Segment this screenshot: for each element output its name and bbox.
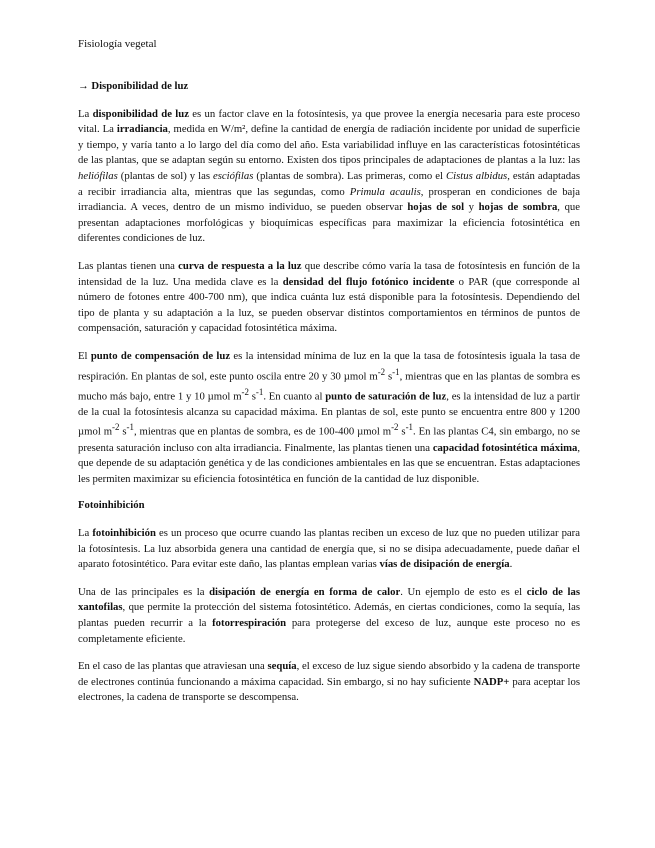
- arrow-icon: →: [78, 80, 89, 92]
- section-heading-light-availability: [78, 79, 580, 95]
- bold-term: densidad del flujo fotónico incidente: [282, 275, 455, 288]
- italic-term: Cistus albidus: [446, 169, 508, 182]
- paragraph-light-response-curve: Las plantas tienen una curva de respuesta a la luz que describe cómo varía la tasa de fotosíntesis en función de la intensidad de la luz. Una medida clave es la densidad del flujo fotónico incidente o PAR (que corresponde al número de fotones entre 400-700 nm), que indica cuánta luz está disponible para la fotosíntesis. Dependiendo del tipo de planta y su adaptación a la luz, se pueden observar distintos comportamientos en términos de puntos de compensación, saturación y capacidad fotosintética máxima.: [78, 259, 581, 335]
- italic-term: Primula acaulis: [349, 185, 421, 198]
- bold-term: fotorrespiración: [212, 616, 287, 629]
- bold-term: punto de saturación de luz: [325, 390, 447, 403]
- paragraph-photoinhibition: La fotoinhibición es un proceso que ocurre cuando las plantas reciben un exceso de luz que no pueden utilizar para la fotosíntesis. La luz absorbida genera una cantidad de energía que, si no se disipa adecuadamente, puede dañar el aparato fotosintético. Para evitar este daño, las plantas emplean varias vías de disipación de energía.: [78, 526, 580, 571]
- paragraph-heat-dissipation: Una de las principales es la disipación de energía en forma de calor. Un ejemplo de esto es el ciclo de las xantofilas, que permite la protección del sistema fotosintético. Además, en ciertas condiciones, como la sequía, las plantas pueden recurrir a la fotorrespiración para protegerse del exceso de luz, aunque este proceso no es completamente eficiente.: [78, 585, 580, 645]
- document-body: [78, 79, 580, 718]
- bold-term: irradiancia: [116, 123, 168, 136]
- page-header: Fisiología vegetal: [78, 38, 157, 50]
- italic-term: esciófilas: [213, 169, 254, 182]
- bold-term: sequía: [267, 660, 297, 673]
- italic-term: heliófilas: [78, 169, 118, 182]
- bold-term: vías de disipación de energía: [379, 558, 510, 571]
- bold-term: fotoinhibición: [92, 526, 156, 539]
- section-heading-photoinhibition: Fotoinhibición: [78, 499, 145, 512]
- bold-term: disponibilidad de luz: [92, 107, 189, 120]
- paragraph-drought: En el caso de las plantas que atraviesan una sequía, el exceso de luz sigue siendo absorbido y la cadena de transporte de electrones continúa funcionando a máxima capacidad. Sin embargo, si no hay suficiente NADP+ para aceptar los electrones, la cadena de transporte se descompensa.: [78, 660, 581, 704]
- bold-term: punto de compensación de luz: [90, 349, 231, 362]
- bold-term: ciclo de las xantofilas: [78, 585, 580, 614]
- bold-term: hojas de sol: [407, 201, 465, 214]
- paragraph-compensation-point: El punto de compensación de luz es la intensidad mínima de luz en la que la tasa de fotosíntesis iguala la tasa de respiración. En plantas de sol, este punto oscila entre 20 y 30 µmol $m^{-2}$ $s^{-1}$, mientras que en las plantas de sombra es mucho más bajo, entre 1 y 10 µmol $m^{-2}$ $s^{-1}$. En cuanto al punto de saturación de luz, es la intensidad de luz a partir de la cual la fotosíntesis alcanza su capacidad máxima. En plantas de sol, este punto se encuentra entre 800 y 1200 µmol $m^{-2}$ $s^{-1}$, mientras que en plantas de sombra, es de 100-400 µmol $m^{-2}$ $s^{-1}$. En las plantas C4, sin embargo, no se presenta saturación incluso con alta irradiancia. Finalmente, las plantas tienen una capacidad fotosintética máxima, que depende de su adaptación genética y de las condiciones ambientales en las que se encuentran. Estas adaptaciones les permiten maximizar su eficiencia fotosintética en función de la cantidad de luz disponible.: [78, 349, 580, 485]
- bold-term: disipación de energía en forma de calor: [209, 585, 401, 598]
- bold-term: curva de respuesta a la luz: [178, 259, 302, 272]
- bold-term: capacidad fotosintética máxima: [432, 441, 578, 454]
- section-title: Disponibilidad de luz: [91, 80, 189, 92]
- paragraph-irradiance: La disponibilidad de luz es un factor clave en la fotosíntesis, ya que provee la energía necesaria para este proceso vital. La irradiancia, medida en W/m², define la cantidad de energía de radiación incidente por unidad de superficie y tiempo, y varía tanto a lo largo del día como del año. Esta variabilidad influye en las características fotosintéticas de las plantas, que se adaptan según su entorno. Existen dos tipos principales de adaptaciones de plantas a la luz: las heliófilas (plantas de sol) y las esciófilas (plantas de sombra). Las primeras, como el Cistus albidus, están adaptadas a recibir irradiancia alta, mientras que las segundas, como Primula acaulis, prosperan en condiciones de baja irradiancia. A veces, dentro de un mismo individuo, se pueden observar hojas de sol y hojas de sombra, que presentan adaptaciones morfológicas y bioquímicas específicas para maximizar la eficiencia fotosintética en diferentes condiciones de luz.: [78, 107, 581, 245]
- bold-term: NADP+: [473, 675, 510, 688]
- bold-term: hojas de sombra: [478, 201, 558, 214]
